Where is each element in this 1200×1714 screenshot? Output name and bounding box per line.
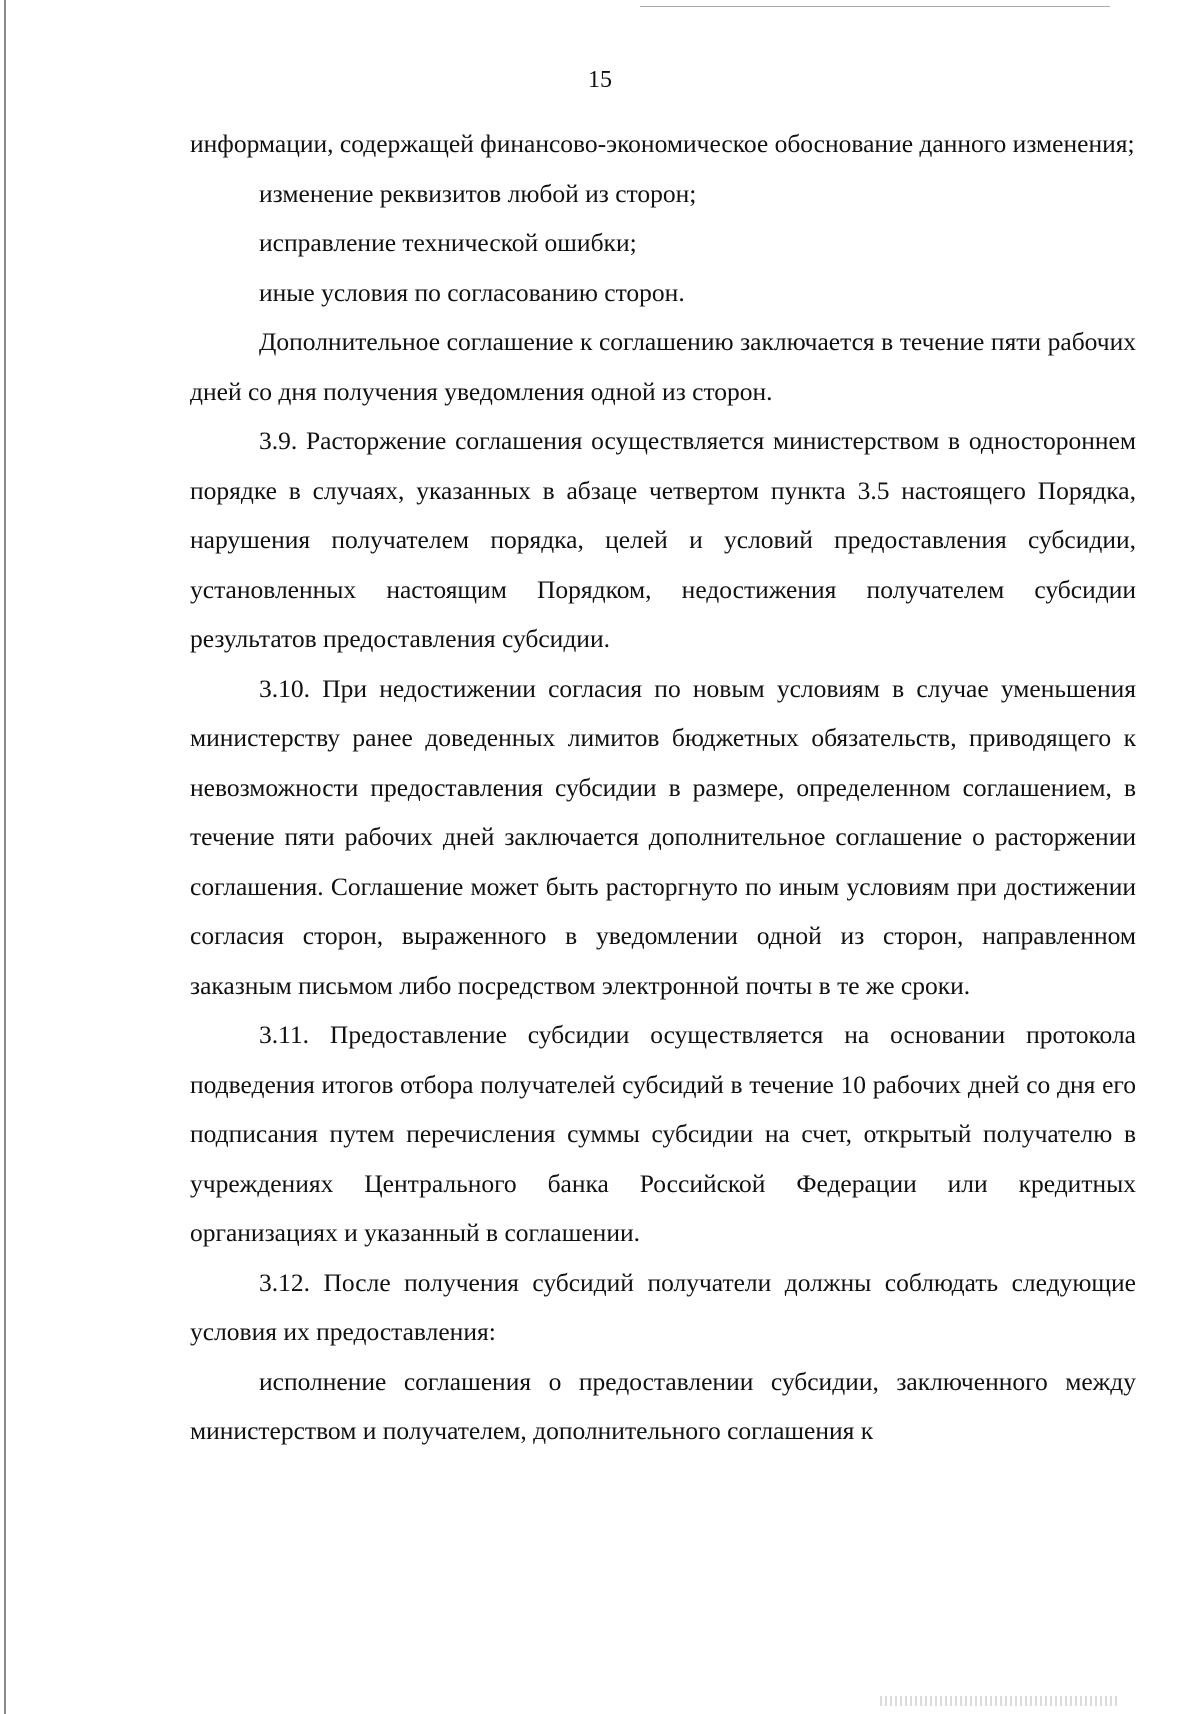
paragraph-list-item: изменение реквизитов любой из сторон; bbox=[259, 178, 697, 208]
scan-top-rule bbox=[640, 6, 1110, 7]
document-body bbox=[190, 119, 1136, 1456]
paragraph-clause-3-11: 3.11. Предоставление субсидии осуществляется на основании протокола подведения итогов отбора получателей субсидий в течение 10 рабочих дней со дня его подписания путем перечисления суммы субсидии на счет, открытый получателю в учреждениях Центрального банка Российской Федерации или кредитных организациях и указанный в соглашении. bbox=[190, 1020, 1136, 1247]
paragraph-clause-3-10: 3.10. При недостижении согласия по новым условиям в случае уменьшения министерству ранее доведенных лимитов бюджетных обязательств, приводящего к невозможности предоставления субсидии в размере, определенном соглашением, в течение пяти рабочих дней заключается дополнительное соглашение о расторжении соглашения. Соглашение может быть расторгнуто по иным условиям при достижении согласия сторон, выраженного в уведомлении одной из сторон, направленном заказным письмом либо посредством электронной почты в те же сроки. bbox=[190, 673, 1136, 1000]
paragraph-list-item: исполнение соглашения о предоставлении субсидии, заключенного между министерством и получателем, дополнительного соглашения к bbox=[190, 1366, 1136, 1445]
paragraph-continuation: информации, содержащей финансово-экономическое обоснование данного изменения; bbox=[190, 129, 1135, 158]
scan-left-edge bbox=[4, 0, 6, 1714]
scan-noise bbox=[880, 1696, 1120, 1706]
paragraph-list-item: исправление технической ошибки; bbox=[259, 228, 637, 257]
paragraph-list-item: иные условия по согласованию сторон. bbox=[259, 277, 685, 307]
page-number: 15 bbox=[588, 67, 612, 93]
paragraph-clause-3-9: 3.9. Расторжение соглашения осуществляется министерством в одностороннем порядке в случаях, указанных в абзаце четвертом пункта 3.5 настоящего Порядка, нарушения получателем порядка, целей и условий предоставления субсидии, установленных настоящим Порядком, недостижения получателем субсидии результатов предоставления субсидии. bbox=[190, 426, 1136, 653]
paragraph-clause-3-12: 3.12. После получения субсидий получатели должны соблюдать следующие условия их предоставления: bbox=[190, 1267, 1136, 1346]
paragraph: Дополнительное соглашение к соглашению заключается в течение пяти рабочих дней со дня получения уведомления одной из сторон. bbox=[190, 327, 1136, 406]
